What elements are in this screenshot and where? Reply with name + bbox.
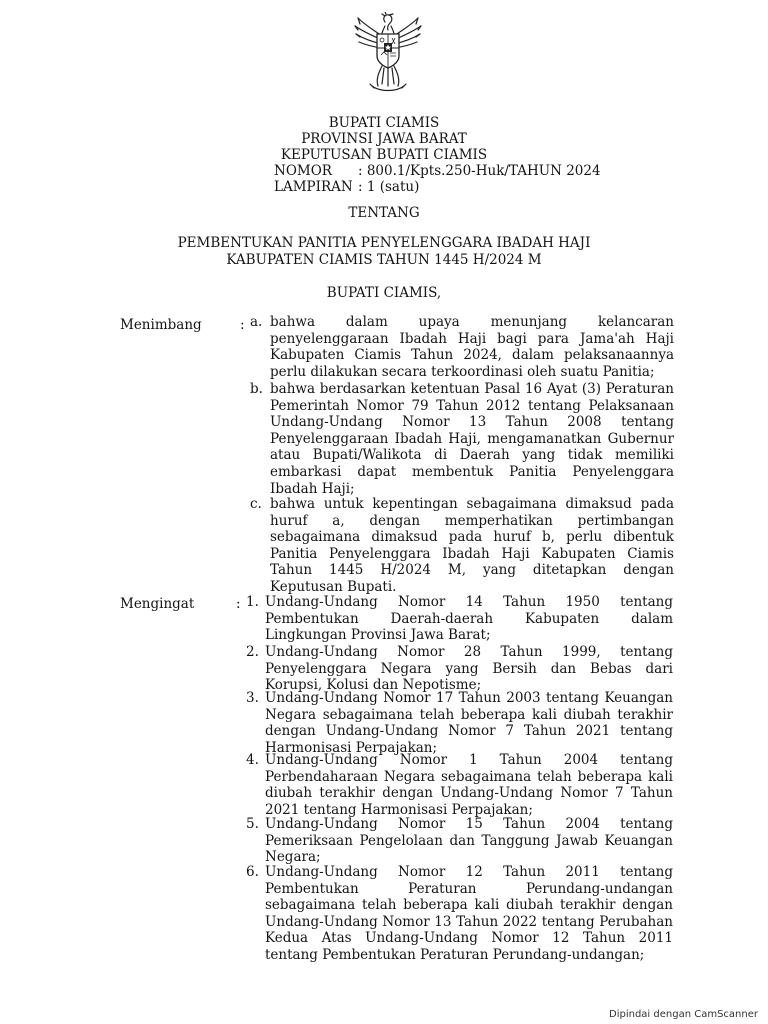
nomor-row bbox=[274, 163, 601, 179]
menimbang-label: Menimbang bbox=[120, 317, 202, 333]
header-province: PROVINSI JAWA BARAT bbox=[301, 131, 467, 147]
header-regent-title: BUPATI CIAMIS bbox=[328, 115, 440, 131]
menimbang-marker-b: b. bbox=[250, 381, 263, 397]
mengingat-marker-4: 4. bbox=[246, 752, 259, 768]
menimbang-marker-a: a. bbox=[250, 314, 263, 330]
authority-line: BUPATI CIAMIS, bbox=[326, 285, 442, 301]
mengingat-marker-6: 6. bbox=[246, 864, 259, 880]
decree-title-line1: PEMBENTUKAN PANITIA PENYELENGGARA IBADAH HAJI bbox=[177, 235, 591, 251]
menimbang-item-c: bahwa untuk kepentingan sebagaimana dimaksud pada huruf a, dengan memperhatikan pertimbangan sebagaimana dimaksud pada huruf b, perlu dibentuk Panitia Penyelenggara Ibadah Haji Kabupaten Ciamis Tahun 1445 H/2024 M, yang ditetapkan dengan Keputusan Bupati. bbox=[270, 496, 674, 595]
lampiran-value: : 1 (satu) bbox=[358, 179, 420, 195]
mengingat-item-1: Undang-Undang Nomor 14 Tahun 1950 tentang Pembentukan Daerah-daerah Kabupaten dalam Lingkungan Provinsi Jawa Barat; bbox=[265, 594, 673, 644]
decree-title-line2: KABUPATEN CIAMIS TAHUN 1445 H/2024 M bbox=[226, 252, 542, 268]
garuda-emblem-icon bbox=[352, 12, 424, 96]
lampiran-row bbox=[274, 179, 419, 195]
mengingat-item-3: Undang-Undang Nomor 17 Tahun 2003 tentang Keuangan Negara sebagaimana telah beberapa kali diubah terakhir dengan Undang-Undang Nomor 7 Tahun 2021 tentang Harmonisasi Perpajakan; bbox=[265, 690, 673, 756]
menimbang-item-a: bahwa dalam upaya menunjang kelancaran penyelenggaraan Ibadah Haji bagi para Jama'ah Haji Kabupaten Ciamis Tahun 2024, dalam pelaksanaannya perlu dilakukan secara terkoordinasi oleh suatu Panitia; bbox=[270, 314, 674, 380]
header-decree-type: KEPUTUSAN BUPATI CIAMIS bbox=[280, 147, 488, 163]
mengingat-item-4: Undang-Undang Nomor 1 Tahun 2004 tentang Perbendaharaan Negara sebagaimana telah beberapa kali diubah terakhir dengan Undang-Undang Nomor 7 Tahun 2021 tentang Harmonisasi Perpajakan; bbox=[265, 752, 673, 818]
mengingat-marker-2: 2. bbox=[246, 644, 259, 660]
menimbang-colon: : bbox=[240, 317, 245, 333]
mengingat-item-6: Undang-Undang Nomor 12 Tahun 2011 tentang Pembentukan Peraturan Perundang-undangan sebagaimana telah beberapa kali diubah terakhir dengan Undang-Undang Nomor 13 Tahun 2022 tentang Perubahan Kedua Atas Undang-Undang Nomor 12 Tahun 2011 tentang Pembentukan Peraturan Perundang-undangan; bbox=[265, 864, 673, 963]
lampiran-label: LAMPIRAN bbox=[274, 179, 353, 195]
tentang-heading: TENTANG bbox=[348, 205, 420, 221]
menimbang-item-b: bahwa berdasarkan ketentuan Pasal 16 Ayat (3) Peraturan Pemerintah Nomor 79 Tahun 2012 tentang Pelaksanaan Undang-Undang Nomor 13 Tahun 2008 tentang Penyelenggaraan Ibadah Haji, mengamanatkan Gubernur atau Bupati/Walikota di Daerah yang tidak memiliki embarkasi dapat membentuk Panitia Penyelenggara Ibadah Haji; bbox=[270, 381, 674, 497]
mengingat-colon: : bbox=[236, 596, 241, 612]
mengingat-item-5: Undang-Undang Nomor 15 Tahun 2004 tentang Pemeriksaan Pengelolaan dan Tanggung Jawab Keuangan Negara; bbox=[265, 816, 673, 866]
mengingat-marker-5: 5. bbox=[246, 816, 259, 832]
nomor-label: NOMOR bbox=[274, 163, 332, 179]
mengingat-item-2: Undang-Undang Nomor 28 Tahun 1999, tentang Penyelenggara Negara yang Bersih dan Bebas dari Korupsi, Kolusi dan Nepotisme; bbox=[265, 644, 673, 694]
nomor-value: : 800.1/Kpts.250-Huk/TAHUN 2024 bbox=[358, 163, 601, 179]
mengingat-label: Mengingat bbox=[120, 596, 195, 612]
menimbang-marker-c: c. bbox=[250, 496, 262, 512]
mengingat-marker-1: 1. bbox=[246, 594, 259, 610]
mengingat-marker-3: 3. bbox=[246, 690, 259, 706]
scanner-watermark: Dipindai dengan CamScanner bbox=[609, 1009, 758, 1020]
